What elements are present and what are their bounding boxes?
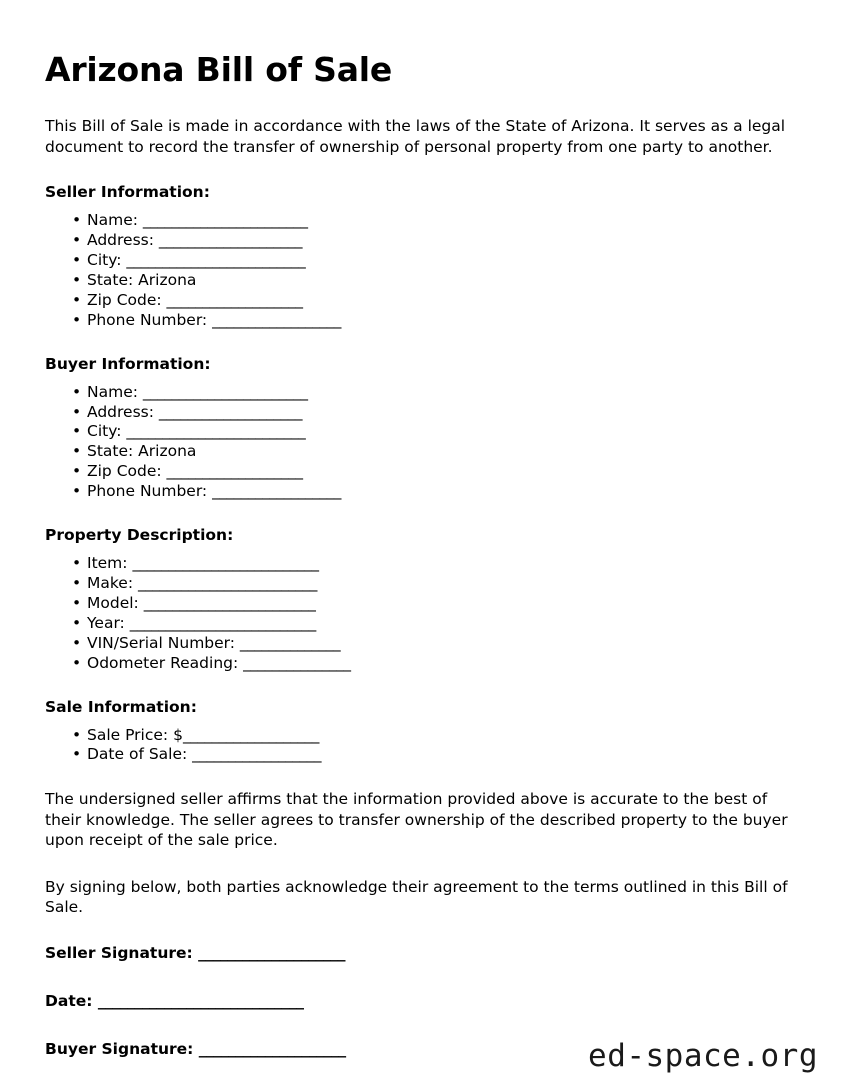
field-label: Model: [87,593,144,612]
field-blank: _______________________ [142,382,308,401]
section-heading-sale-information: Sale Information: [45,697,197,716]
seller-signature-line [45,944,797,962]
list-item [45,422,797,442]
watermark: ed-space.org [588,1038,818,1074]
closing-paragraph-signing: By signing below, both parties acknowledge their agreement to the terms outlined in this Bill of Sale. [45,877,788,917]
signature-label: Buyer Signature: [45,1039,199,1058]
date-line [45,992,797,1010]
field-list-property-description [45,554,797,673]
list-item [45,311,797,331]
signature-blank: ____________________________ [97,991,304,1010]
field-blank: ___________________ [166,462,303,481]
field-blank: __________________ [212,482,341,501]
list-item [45,291,797,311]
field-blank: ____________________ [158,402,302,421]
field-blank: ___________________ [182,725,319,744]
field-blank: _______________________ [142,211,308,230]
page-title: Arizona Bill of Sale [45,50,393,89]
field-label: Sale Price: $ [87,725,183,744]
signature-label: Seller Signature: [45,943,199,962]
section-heading-buyer-information: Buyer Information: [45,354,211,373]
list-item [45,634,797,654]
signature-label: Date: [45,991,98,1010]
field-label: Year: [87,613,130,632]
field-label: Name: [87,382,143,401]
field-label: Phone Number: [87,482,213,501]
list-item [45,482,797,502]
field-blank: ___________________ [166,290,303,309]
field-label: City: [87,251,127,270]
closing-paragraph-affirmation: The undersigned seller affirms that the information provided above is accurate to the best of their knowledge. The seller agrees to transfer ownership of the described property to the buyer upon receipt of the sale price. [45,790,788,850]
section-heading-property-description: Property Description: [45,526,234,545]
field-blank: ________________________ [143,593,316,612]
field-label: Phone Number: [87,310,213,329]
field-blank: _________________________ [137,573,317,592]
field-label: Address: [87,402,159,421]
field-label: City: [87,422,127,441]
field-blank: __________________________ [132,554,319,573]
list-item [45,554,797,574]
signature-blank: ____________________ [198,943,346,962]
list-item [45,403,797,423]
list-item [45,574,797,594]
field-blank: __________________________ [129,613,316,632]
signature-blank: ____________________ [198,1039,346,1058]
field-blank: ____________________ [158,231,302,250]
list-item [45,271,797,291]
field-label: State: Arizona [87,270,197,289]
list-item [45,594,797,614]
field-blank: _______________ [243,653,351,672]
field-label: Name: [87,211,143,230]
field-label: Item: [87,554,133,573]
list-item [45,614,797,634]
field-label: VIN/Serial Number: [87,633,240,652]
field-blank: _________________________ [126,251,306,270]
field-label: State: Arizona [87,442,197,461]
field-label: Odometer Reading: [87,653,244,672]
list-item [45,726,797,746]
field-label: Date of Sale: [87,745,193,764]
document-content [45,52,797,1088]
list-item [45,211,797,231]
field-list-sale-information [45,726,797,766]
list-item [45,654,797,674]
field-label: Address: [87,231,159,250]
list-item [45,745,797,765]
list-item [45,462,797,482]
list-item [45,251,797,271]
section-heading-seller-information: Seller Information: [45,183,210,202]
field-label: Zip Code: [87,290,167,309]
field-blank: ______________ [239,633,341,652]
list-item [45,383,797,403]
field-blank: _________________________ [126,422,306,441]
list-item [45,231,797,251]
field-label: Zip Code: [87,462,167,481]
field-list-buyer-information [45,383,797,502]
field-blank: __________________ [192,745,321,764]
field-blank: __________________ [212,310,341,329]
intro-paragraph: This Bill of Sale is made in accordance with the laws of the State of Arizona. It serves as a legal document to record the transfer of ownership of personal property from one party to another. [45,117,786,156]
field-list-seller-information [45,211,797,330]
list-item [45,442,797,462]
field-label: Make: [87,573,138,592]
